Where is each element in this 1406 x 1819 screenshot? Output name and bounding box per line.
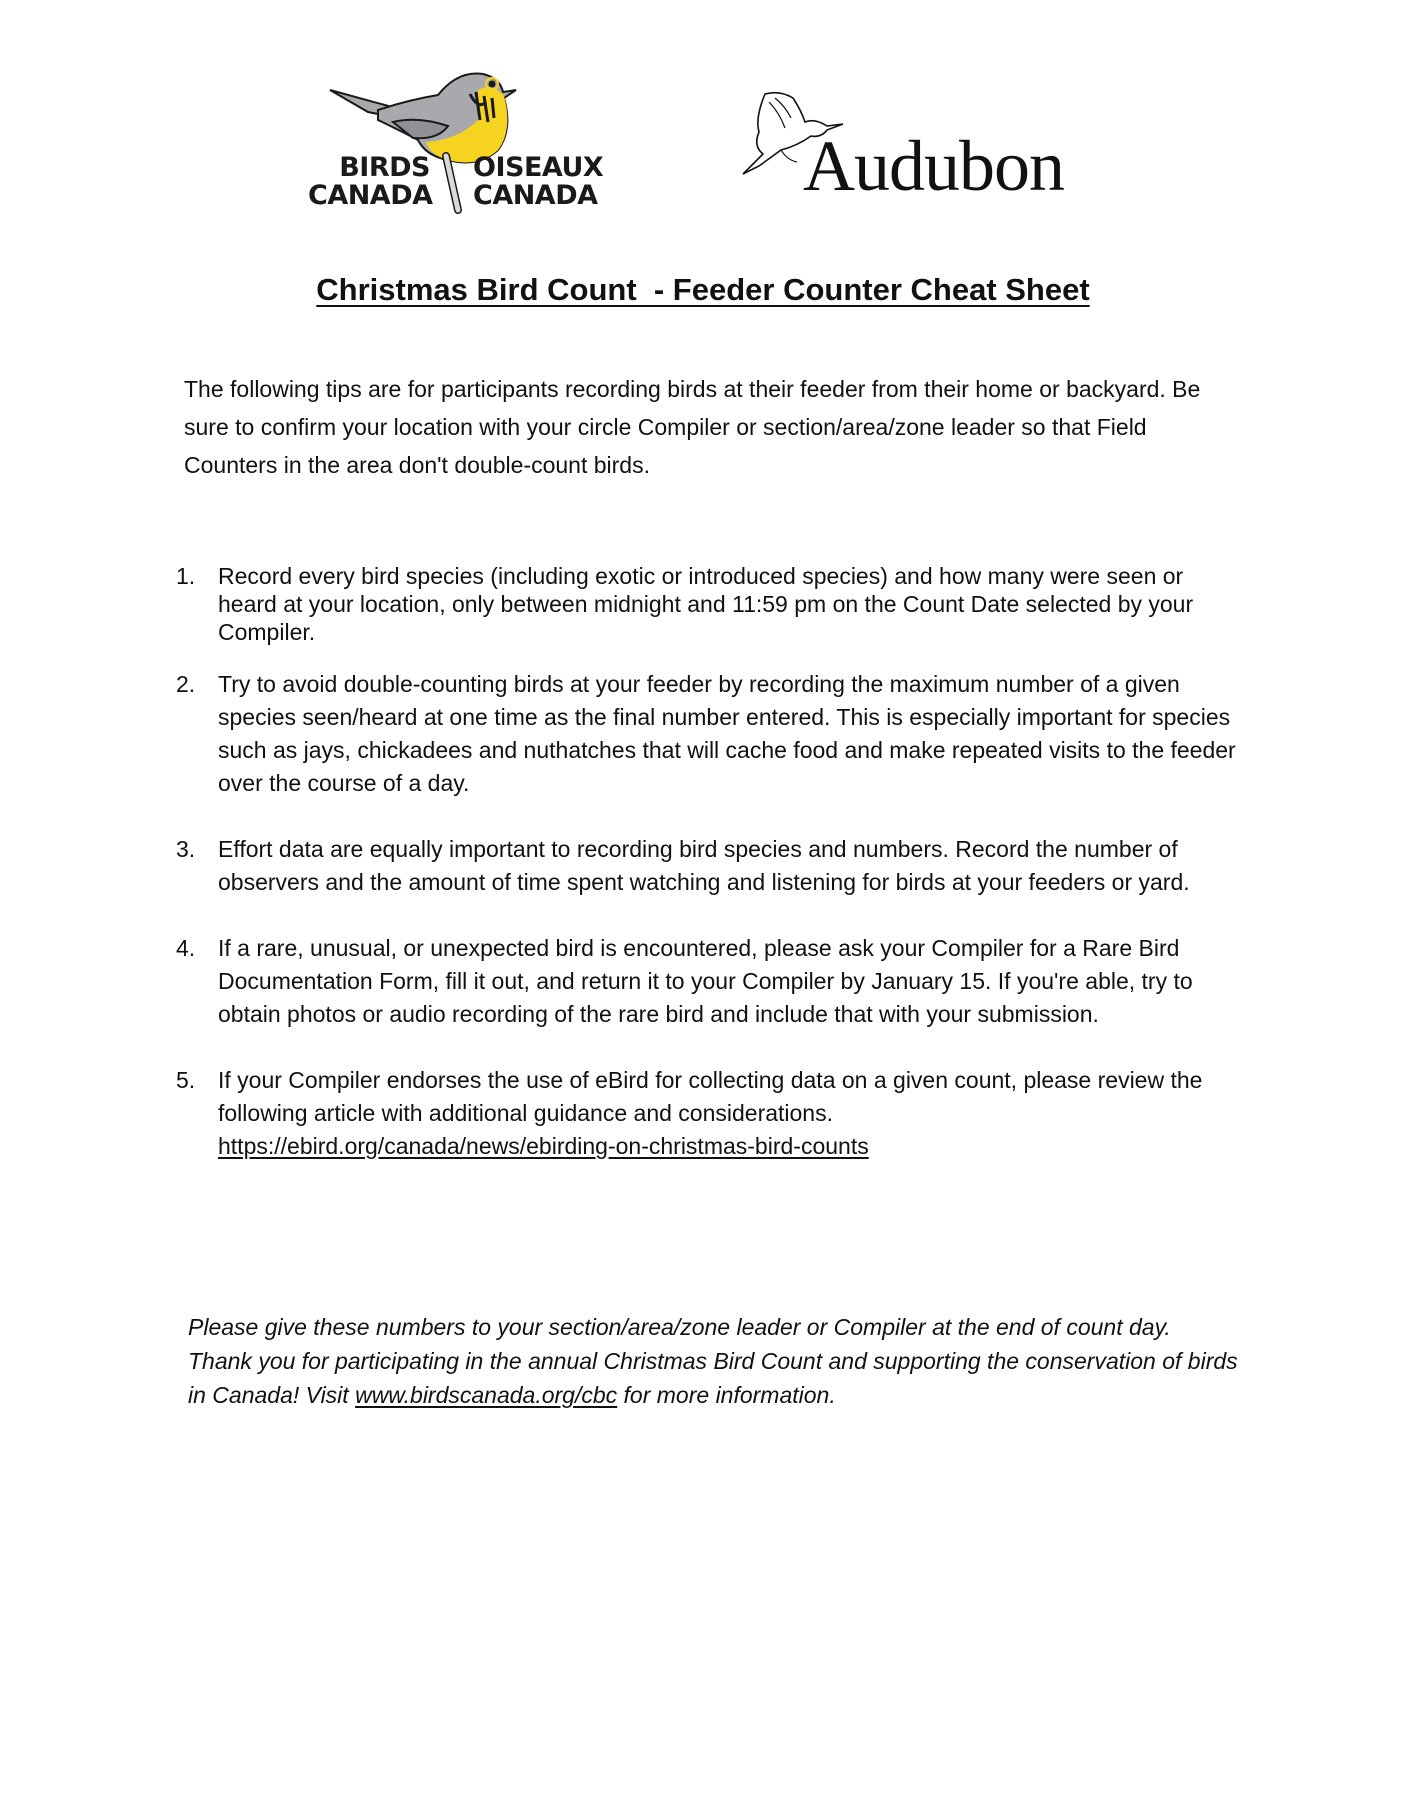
list-item-text: Record every bird species (including exotic or introduced species) and how many were seen or heard at your location, only between midnight and 11:59 pm on the Count Date selected by your Compiler.	[218, 563, 1194, 645]
logo-text-birds: BIRDS	[339, 152, 430, 183]
birds-canada-logo	[308, 60, 608, 215]
closing-text-end: for more information.	[617, 1382, 836, 1408]
logo-text-canada: CANADA	[308, 180, 433, 211]
list-item-text: Try to avoid double-counting birds at your feeder by recording the maximum number of a given species seen/heard at one time as the final number entered. This is especially important for species such as jays, chickadees and nuthatches that will cache food and make repeated visits to the feeder over the course of a day.	[218, 671, 1236, 796]
oiseaux-canada-wordmark	[473, 154, 613, 210]
closing-text: Please give these numbers to your section/area/zone leader or Compiler at the end of count day. Thank you for participating in the annual Christmas Bird Count and supporting the conservation of birds in Canada! Visit	[188, 1314, 1238, 1408]
list-item-number: 1.	[176, 563, 196, 589]
list-item-text: If your Compiler endorses the use of eBird for collecting data on a given count, please review the following article with additional guidance and considerations.	[218, 1067, 1203, 1126]
list-item-number: 4.	[176, 935, 196, 961]
birds-canada-wordmark	[308, 152, 433, 211]
page-title-text: Christmas Bird Count - Feeder Counter Cheat Sheet	[316, 272, 1090, 307]
list-item	[176, 1064, 1236, 1163]
list-item-text: If a rare, unusual, or unexpected bird is encountered, please ask your Compiler for a Rare Bird Documentation Form, fill it out, and return it to your Compiler by January 15. If you're able, try to obtain photos or audio recording of the rare bird and include that with your submission.	[218, 935, 1193, 1027]
list-item	[176, 668, 1236, 800]
list-item	[176, 932, 1236, 1031]
audubon-logo	[735, 88, 1095, 208]
logo-text-canada-fr: CANADA	[473, 180, 598, 211]
list-item-text: Effort data are equally important to recording bird species and numbers. Record the number of observers and the amount of time spent watching and listening for birds at your feeders or yard.	[218, 836, 1190, 895]
list-item-number: 3.	[176, 836, 196, 862]
audubon-wordmark: Audubon	[803, 126, 1064, 206]
logo-text-oiseaux: OISEAUX	[473, 152, 604, 183]
list-item	[176, 833, 1236, 899]
page-title	[0, 272, 1406, 308]
list-item-number: 5.	[176, 1067, 196, 1093]
tips-list	[176, 562, 1236, 1196]
list-item-number: 2.	[176, 671, 196, 697]
ebird-article-link[interactable]: https://ebird.org/canada/news/ebirding-on-christmas-bird-counts	[218, 1133, 869, 1159]
birdscanada-cbc-link[interactable]: www.birdscanada.org/cbc	[355, 1382, 618, 1408]
closing-paragraph	[188, 1310, 1238, 1412]
list-item	[176, 562, 1236, 646]
intro-paragraph: The following tips are for participants recording birds at their feeder from their home or backyard. Be sure to confirm your location with your circle Compiler or section/area/zone leader so that Field Counters in the area don't double-count birds.	[184, 376, 1201, 478]
